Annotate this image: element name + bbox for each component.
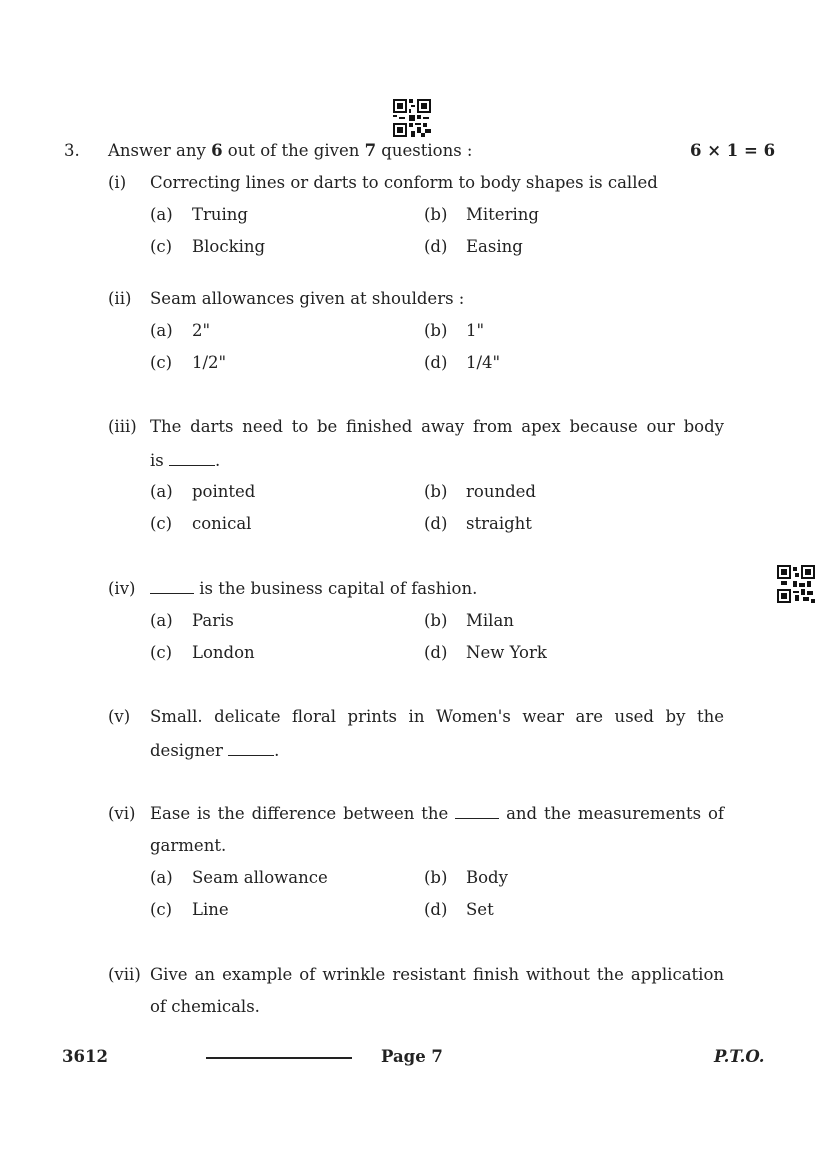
- page-number: Page 7: [381, 1047, 443, 1066]
- question-text-line2: is .: [150, 451, 221, 470]
- question-text-line1: Small. delicate floral prints in Women's wear are used by the: [150, 707, 724, 726]
- footer-divider: [206, 1057, 352, 1059]
- option-text: Truing: [192, 205, 248, 224]
- option-letter: (d): [424, 514, 448, 533]
- option-text: pointed: [192, 482, 256, 501]
- answer-blank: [150, 592, 194, 594]
- question-text-line2: of chemicals.: [150, 997, 260, 1016]
- option-letter: (b): [424, 205, 448, 224]
- question-text-line1: The darts need to be finished away from apex because our body: [150, 417, 724, 436]
- answer-blank: [228, 754, 274, 756]
- option-text: conical: [192, 514, 252, 533]
- option-letter: (c): [150, 353, 173, 372]
- option-text: 1": [466, 321, 485, 340]
- option-letter: (a): [150, 482, 173, 501]
- question-number: (i): [108, 173, 127, 192]
- question-6: [0, 804, 827, 864]
- pto-label: P.T.O.: [714, 1047, 765, 1066]
- question-text: is the business capital of fashion.: [150, 579, 477, 598]
- options-q2: [0, 321, 827, 381]
- option-letter: (d): [424, 900, 448, 919]
- option-text: straight: [466, 514, 532, 533]
- option-text: Line: [192, 900, 229, 919]
- answer-blank: [455, 817, 499, 819]
- question-text-line2: garment.: [150, 836, 227, 855]
- options-q3: [0, 482, 827, 542]
- option-text: Seam allowance: [192, 868, 328, 887]
- question-5: [0, 707, 827, 767]
- options-q4: [0, 611, 827, 671]
- option-text: Set: [466, 900, 494, 919]
- options-q6: [0, 868, 827, 928]
- question-7: [0, 965, 827, 1025]
- option-letter: (b): [424, 868, 448, 887]
- option-letter: (b): [424, 321, 448, 340]
- option-letter: (a): [150, 868, 173, 887]
- option-letter: (c): [150, 900, 173, 919]
- option-text: New York: [466, 643, 547, 662]
- paper-code: 3612: [62, 1047, 108, 1066]
- qr-code-top: [393, 99, 431, 137]
- option-letter: (d): [424, 353, 448, 372]
- option-text: 1/4": [466, 353, 501, 372]
- section-instruction: Answer any 6 out of the given 7 questions :: [108, 141, 473, 160]
- question-text: Seam allowances given at shoulders :: [150, 289, 465, 308]
- option-text: Milan: [466, 611, 514, 630]
- option-letter: (a): [150, 321, 173, 340]
- option-letter: (d): [424, 237, 448, 256]
- question-number: (iii): [108, 417, 137, 436]
- question-text: Correcting lines or darts to conform to body shapes is called: [150, 173, 658, 192]
- option-letter: (a): [150, 205, 173, 224]
- options-q1: [0, 205, 827, 265]
- option-text: Mitering: [466, 205, 539, 224]
- question-number: (ii): [108, 289, 132, 308]
- question-number: (iv): [108, 579, 136, 598]
- option-letter: (b): [424, 482, 448, 501]
- option-letter: (d): [424, 643, 448, 662]
- option-text: 2": [192, 321, 211, 340]
- option-letter: (c): [150, 237, 173, 256]
- option-text: Paris: [192, 611, 234, 630]
- question-text-line1: Ease is the difference between the and the measurements of: [150, 804, 724, 823]
- option-letter: (b): [424, 611, 448, 630]
- option-text: rounded: [466, 482, 536, 501]
- qr-code-side: [777, 565, 815, 603]
- question-number: (vii): [108, 965, 141, 984]
- option-letter: (c): [150, 514, 173, 533]
- option-text: Easing: [466, 237, 523, 256]
- section-number: 3.: [64, 141, 80, 160]
- question-text-line2: designer .: [150, 741, 280, 760]
- question-text-line1: Give an example of wrinkle resistant finish without the application: [150, 965, 724, 984]
- option-text: 1/2": [192, 353, 227, 372]
- option-letter: (c): [150, 643, 173, 662]
- question-number: (v): [108, 707, 131, 726]
- option-text: London: [192, 643, 255, 662]
- option-text: Blocking: [192, 237, 266, 256]
- answer-blank: [169, 464, 215, 466]
- option-text: Body: [466, 868, 508, 887]
- option-letter: (a): [150, 611, 173, 630]
- question-3: [0, 417, 827, 477]
- section-marks: 6 × 1 = 6: [690, 141, 776, 160]
- question-number: (vi): [108, 804, 136, 823]
